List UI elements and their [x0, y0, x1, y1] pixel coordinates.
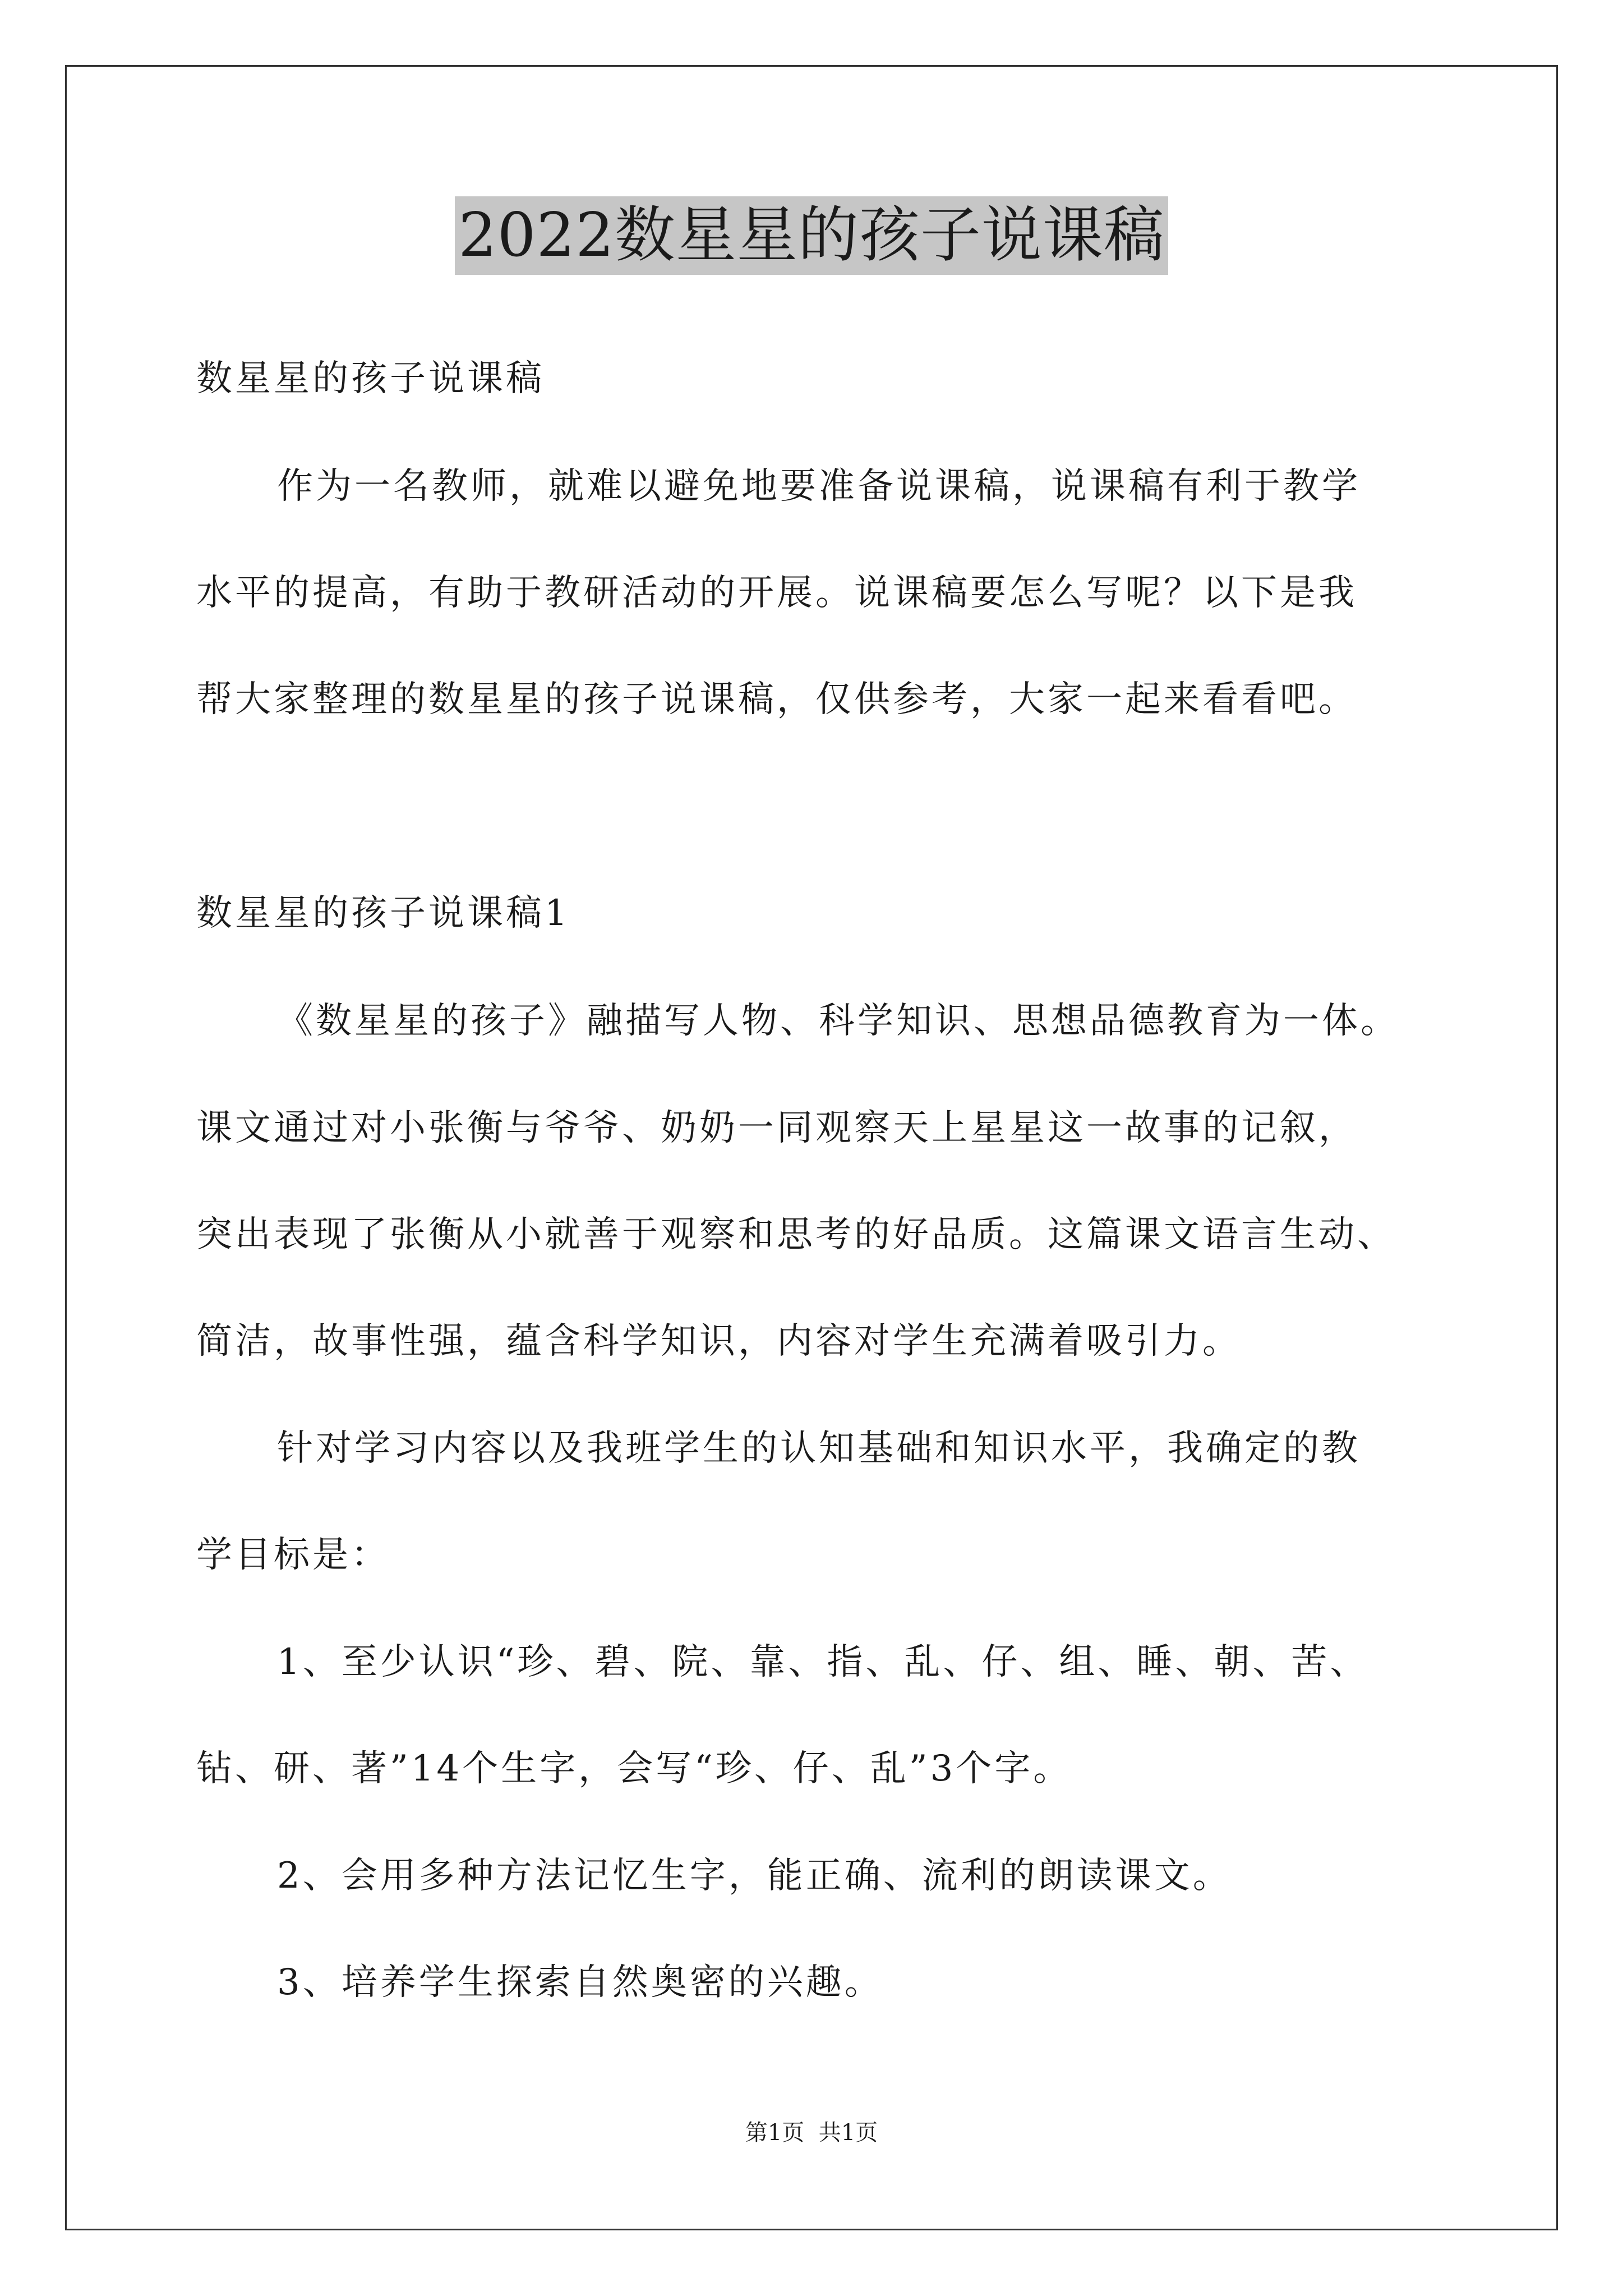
list-item: 1、至少认识“珍、碧、院、靠、指、乱、仔、组、睡、朝、苦、 — [277, 1641, 1369, 1683]
paragraph-line: 突出表现了张衡从小就善于观察和思考的好品质。这篇课文语言生动、 — [196, 1214, 1396, 1255]
document-title: 2022数星星的孩子说课稿 — [455, 196, 1168, 275]
paragraph-line: 学目标是： — [196, 1534, 390, 1576]
title-container — [0, 196, 1623, 275]
paragraph-line: 简洁，故事性强，蕴含科学知识，内容对学生充满着吸引力。 — [196, 1320, 1241, 1362]
paragraph-line: 帮大家整理的数星星的孩子说课稿，仅供参考，大家一起来看看吧。 — [196, 679, 1357, 720]
paragraph-line: 课文通过对小张衡与爷爷、奶奶一同观察天上星星这一故事的记叙， — [196, 1107, 1357, 1149]
paragraph-line: 《数星星的孩子》融描写人物、科学知识、思想品德教育为一体。 — [277, 1000, 1399, 1042]
paragraph-line: 针对学习内容以及我班学生的认知基础和知识水平，我确定的教 — [277, 1428, 1361, 1469]
paragraph-line: 水平的提高，有助于教研活动的开展。说课稿要怎么写呢？以下是我 — [196, 572, 1357, 614]
paragraph-line: 作为一名教师，就难以避免地要准备说课稿，说课稿有利于教学 — [277, 466, 1361, 507]
list-item: 3、培养学生探索自然奥密的兴趣。 — [277, 1962, 883, 2003]
section-heading: 数星星的孩子说课稿1 — [196, 892, 570, 934]
list-item-continuation: 钻、研、著”14个生字，会写“珍、仔、乱”3个字。 — [196, 1748, 1072, 1789]
section-heading: 数星星的孩子说课稿 — [196, 358, 545, 399]
page-footer: 第1页 共1页 — [745, 2120, 878, 2146]
list-item: 2、会用多种方法记忆生字，能正确、流利的朗读课文。 — [277, 1855, 1232, 1897]
